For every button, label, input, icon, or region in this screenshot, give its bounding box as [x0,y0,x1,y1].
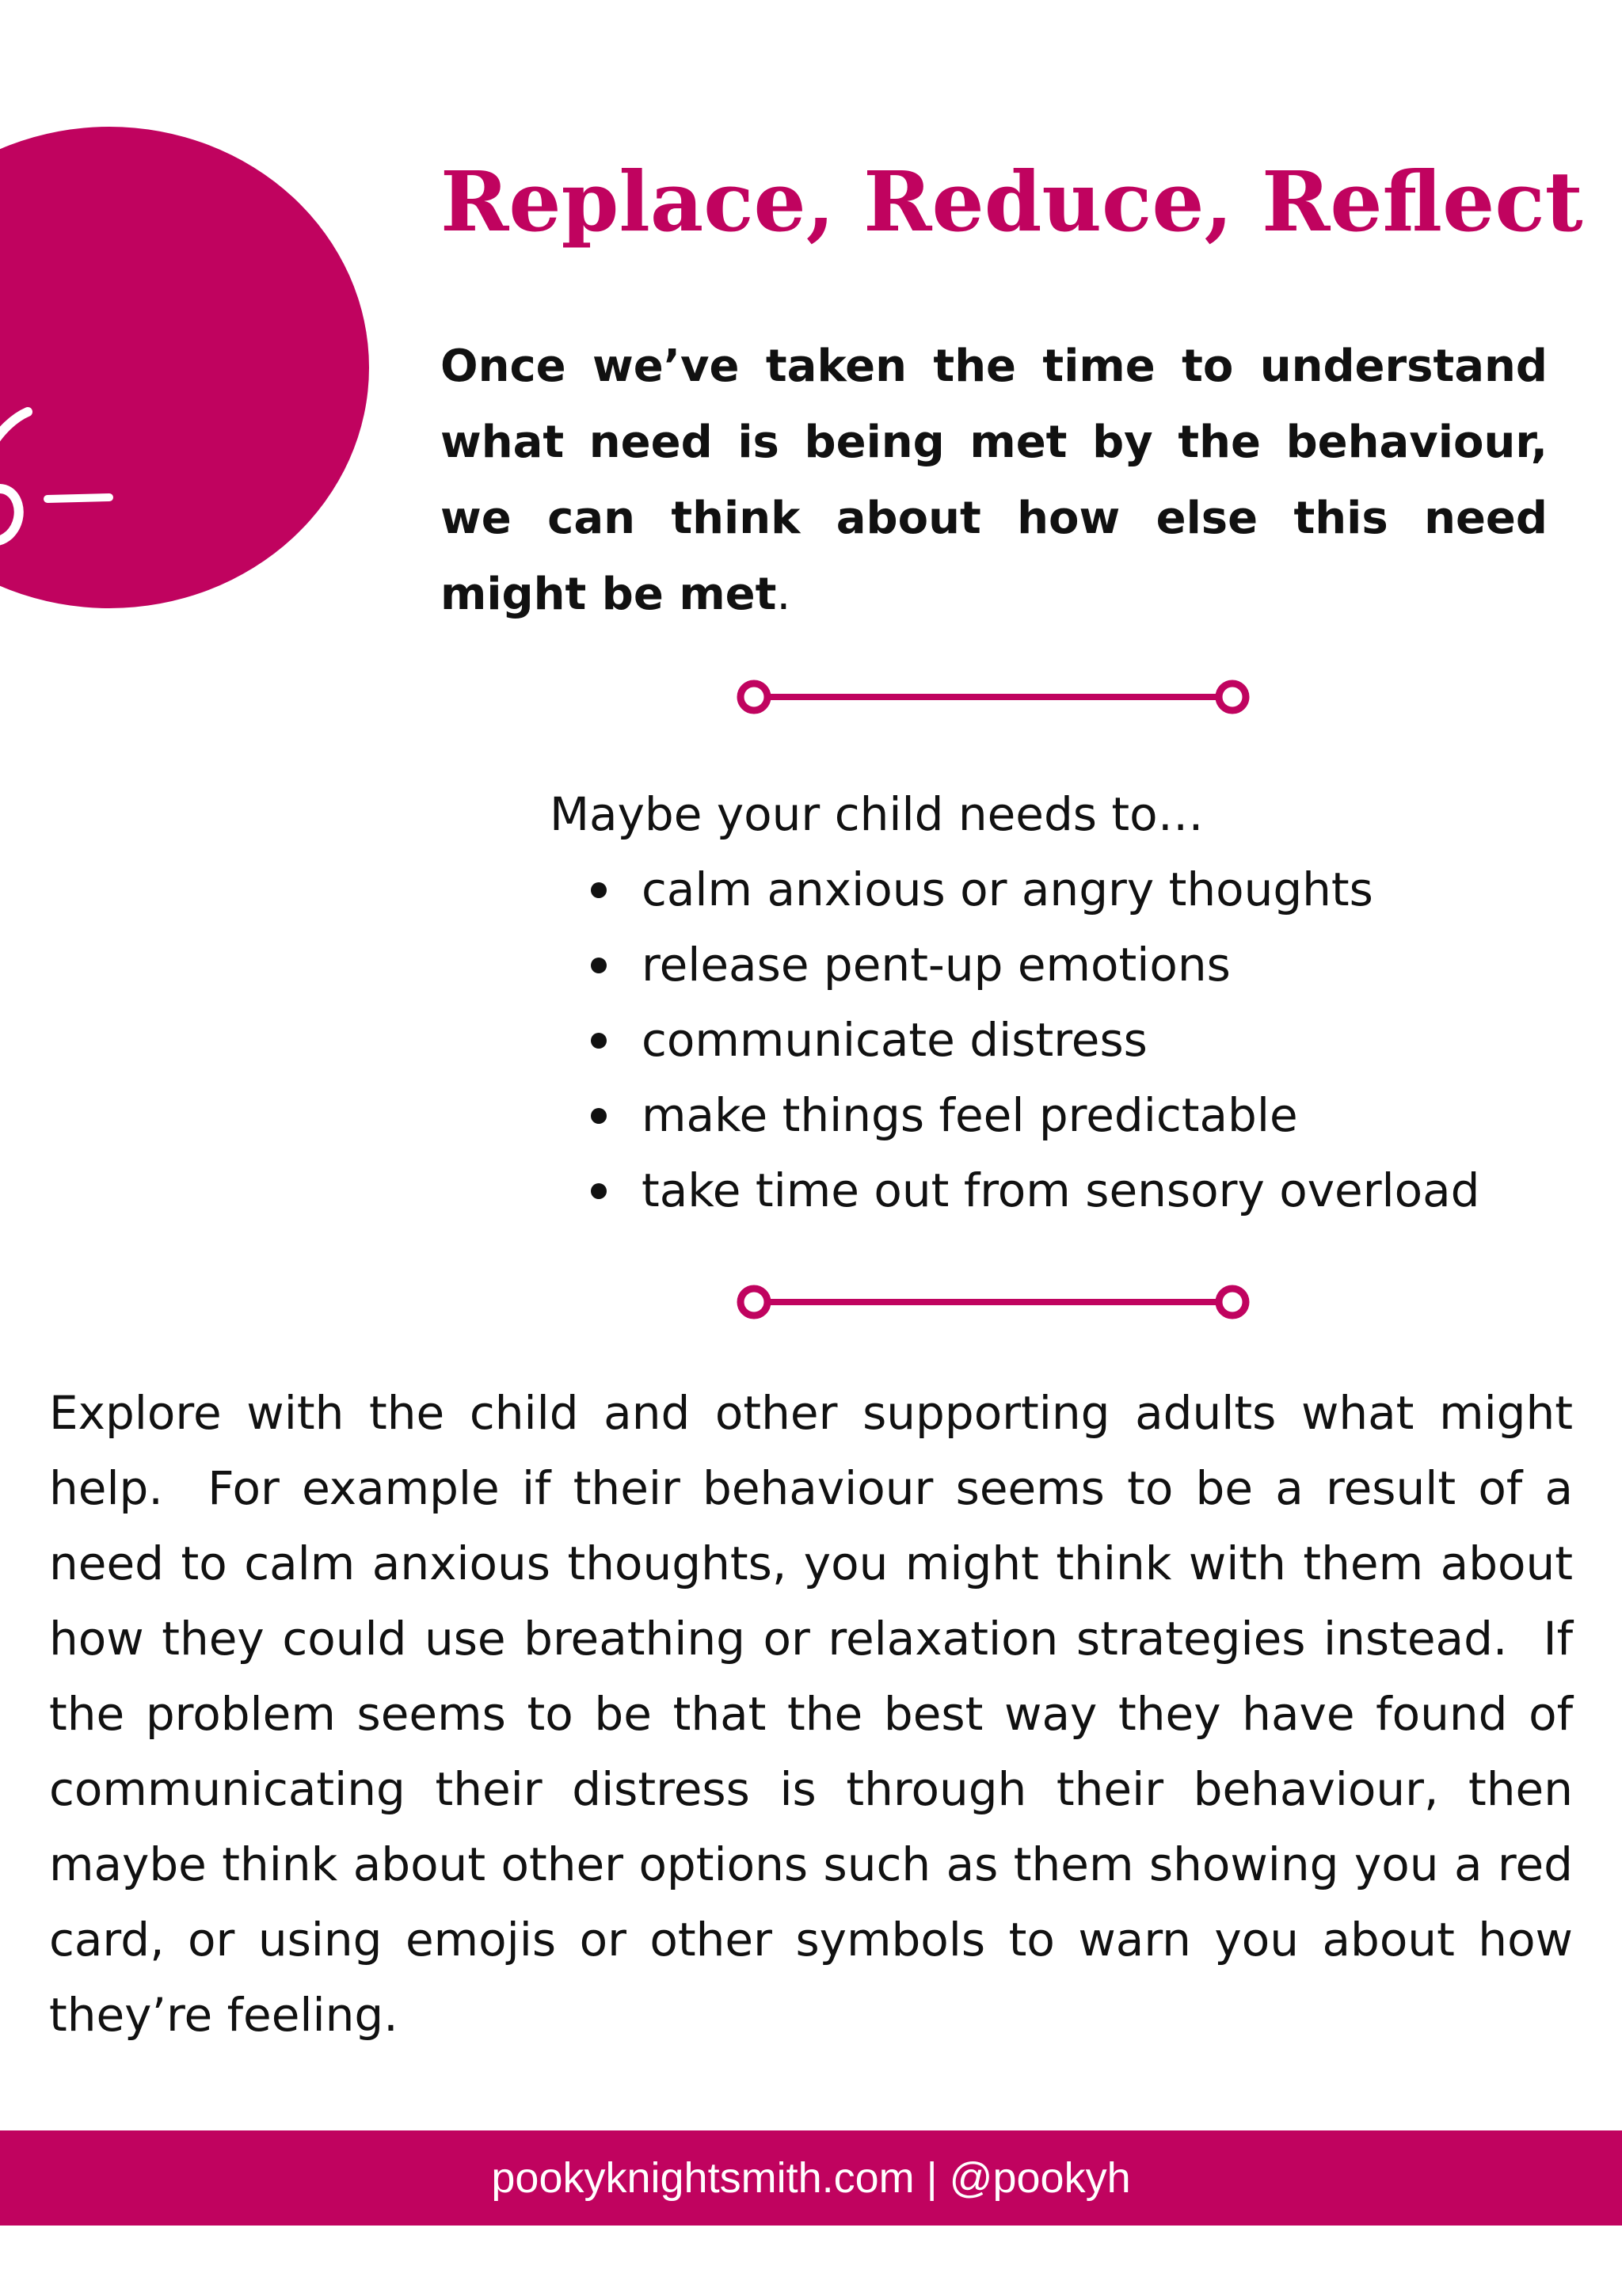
intro-end-punct: . [776,569,791,620]
footer-bar [0,2130,1622,2226]
body-paragraph: Explore with the child and other supporting adults what might help. For example if their behaviour seems to be a result of a need to calm anxious thoughts, you might think with them about how they could use breathing or relaxation strategies instead. If the problem seems to be that the best way they have found of communicating their distress is through their behaviour, then maybe think about other options such as them showing you a red card, or using emojis or other symbols to warn you about how they’re feeling. [49,1386,1573,2042]
bullet-dot [591,1108,607,1124]
list-item: take time out from sensory overload [550,1153,1579,1228]
list-item: make things feel predictable [550,1078,1579,1153]
list-item: communicate distress [550,1003,1579,1078]
number-badge [0,127,369,608]
bullet-dot [591,1183,607,1199]
bullet-dot [591,1033,607,1049]
number-six-mark [0,388,119,562]
intro-paragraph [440,329,1548,633]
section-divider [732,675,1255,719]
needs-intro: Maybe your child needs to… [550,787,1204,841]
intro-bold-text: Once we’ve taken the time to understand what need is being met by the behaviour, we can think about how else this need might be met [440,341,1548,620]
bullet-dot [591,882,607,898]
page-title: Replace, Reduce, Reflect [440,153,1583,250]
needs-list [550,852,1579,1228]
footer-links[interactable]: pookyknightsmith.com | @pookyh [491,2154,1131,2202]
bullet-dot [591,958,607,973]
list-item: calm anxious or angry thoughts [550,852,1579,927]
needs-section [550,776,1579,1228]
list-item: release pent-up emotions [550,927,1579,1003]
section-divider [732,1280,1255,1324]
